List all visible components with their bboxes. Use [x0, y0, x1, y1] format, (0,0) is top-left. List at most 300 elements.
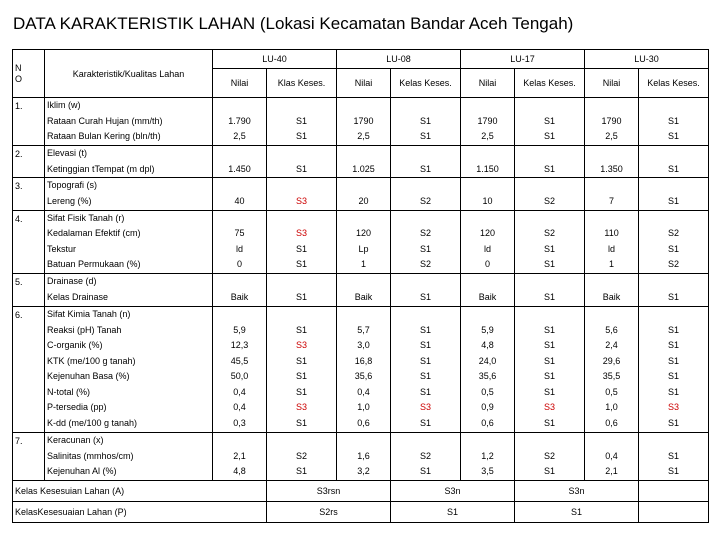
value-cell	[461, 210, 515, 274]
summary-class: S1	[391, 502, 515, 523]
class-cell	[391, 146, 461, 178]
value-cell	[461, 146, 515, 178]
class-text: S1	[668, 324, 680, 335]
value-cell	[461, 98, 515, 146]
value-text	[587, 146, 636, 162]
section-number	[13, 432, 45, 480]
value-text: Baik	[354, 291, 373, 302]
characteristic-label: Salinitas (mmhos/cm)	[47, 450, 134, 461]
class-text	[641, 178, 706, 194]
class-text: S1	[544, 386, 556, 397]
class-text	[641, 307, 706, 323]
value-text: 2,1	[233, 450, 246, 461]
class-cell	[267, 274, 337, 306]
class-text	[517, 146, 582, 162]
class-cell	[391, 306, 461, 432]
value-text: 0,6	[357, 417, 370, 428]
value-text: 5,9	[481, 324, 494, 335]
value-text: 16,8	[354, 355, 373, 366]
section-labels	[45, 432, 213, 480]
table-row	[13, 98, 709, 146]
class-text: S1	[668, 371, 680, 382]
characteristic-label: Keracunan (x)	[47, 435, 104, 446]
class-text: S1	[296, 417, 308, 428]
class-cell	[267, 210, 337, 274]
class-text	[517, 433, 582, 449]
summary-class: S1	[515, 502, 639, 523]
value-text: 4,8	[481, 340, 494, 351]
class-cell	[515, 98, 585, 146]
value-text: Baik	[478, 291, 497, 302]
class-text: S1	[420, 355, 432, 366]
table-row	[13, 210, 709, 274]
characteristic-label: Sifat Fisik Tanah (r)	[47, 212, 125, 223]
value-text: 0,4	[233, 402, 246, 413]
value-cell	[213, 274, 267, 306]
value-text: 1790	[353, 115, 374, 126]
value-text: ld	[608, 243, 616, 254]
class-text	[517, 274, 582, 290]
value-cell	[337, 146, 391, 178]
section-number	[13, 274, 45, 306]
value-text: 1,0	[357, 402, 370, 413]
value-cell	[585, 274, 639, 306]
section-number-label: 6.	[15, 309, 23, 320]
class-text: S1	[420, 466, 432, 477]
value-text: 7	[609, 195, 615, 206]
class-text: S1	[544, 259, 556, 270]
value-text: 0,9	[481, 402, 494, 413]
value-text: 50,0	[230, 371, 249, 382]
value-text	[339, 98, 388, 114]
header-characteristic-label: Karakteristik/Kualitas Lahan	[72, 68, 185, 79]
characteristic-label: Reaksi (pH) Tanah	[47, 324, 122, 335]
class-text: S2	[668, 259, 680, 270]
value-text: 1.150	[476, 163, 499, 174]
value-text: 3,2	[357, 466, 370, 477]
value-text: 45,5	[230, 355, 249, 366]
header-group-lu40: LU-40	[213, 50, 337, 69]
value-text: 2,5	[605, 131, 618, 142]
class-cell	[639, 432, 709, 480]
class-text: S1	[544, 371, 556, 382]
table-row	[13, 178, 709, 210]
class-text: S2	[544, 228, 556, 239]
value-text: 0	[485, 259, 491, 270]
class-text: S1	[420, 243, 432, 254]
value-text: 75	[234, 228, 245, 239]
class-text: S1	[544, 355, 556, 366]
value-cell	[213, 210, 267, 274]
value-text	[215, 146, 264, 162]
class-cell	[391, 178, 461, 210]
value-text	[339, 307, 388, 323]
summary-blank	[639, 481, 709, 502]
characteristic-label: Kedalaman Efektif (cm)	[47, 228, 141, 239]
header-nilai: Nilai	[337, 69, 391, 98]
value-text	[339, 146, 388, 162]
value-text	[339, 433, 388, 449]
value-text	[587, 307, 636, 323]
header-kelas: Kelas Keses.	[391, 69, 461, 98]
header-no-label: N O	[15, 62, 23, 84]
class-text: S2	[668, 228, 680, 239]
value-text	[587, 433, 636, 449]
class-text: S3	[668, 402, 680, 413]
class-cell	[391, 432, 461, 480]
value-text: 1,0	[605, 402, 618, 413]
characteristic-label: Ketinggian tTempat (m dpl)	[47, 163, 155, 174]
value-text: 20	[358, 195, 369, 206]
class-text: S1	[296, 324, 308, 335]
characteristic-label: Elevasi (t)	[47, 148, 88, 159]
value-text: 1.790	[228, 115, 251, 126]
class-text: S3	[296, 340, 308, 351]
characteristic-label: KTK (me/100 g tanah)	[47, 355, 136, 366]
value-text	[463, 211, 512, 227]
value-text: 3,5	[481, 466, 494, 477]
class-text: S1	[296, 355, 308, 366]
value-text: 0,3	[233, 417, 246, 428]
characteristic-label: Batuan Permukaan (%)	[47, 259, 141, 270]
value-text: 1	[361, 259, 367, 270]
value-text	[463, 307, 512, 323]
class-text	[641, 274, 706, 290]
value-cell	[337, 274, 391, 306]
class-text: S2	[544, 195, 556, 206]
value-cell	[337, 306, 391, 432]
value-cell	[461, 432, 515, 480]
value-text: 110	[604, 228, 619, 239]
header-row-groups	[13, 50, 709, 69]
class-text: S1	[296, 115, 308, 126]
class-text: S1	[544, 243, 556, 254]
value-text: Lp	[358, 243, 369, 254]
section-labels	[45, 210, 213, 274]
summary-blank	[639, 502, 709, 523]
class-text: S1	[420, 340, 432, 351]
value-text: 1	[609, 259, 615, 270]
value-cell	[213, 432, 267, 480]
value-text	[215, 211, 264, 227]
class-text: S2	[420, 195, 432, 206]
class-text	[393, 146, 458, 162]
section-number	[13, 178, 45, 210]
value-cell	[461, 306, 515, 432]
value-text	[463, 274, 512, 290]
class-cell	[267, 98, 337, 146]
value-text: 24,0	[478, 355, 497, 366]
characteristic-label: C-organik (%)	[47, 340, 103, 351]
class-text	[517, 98, 582, 114]
class-cell	[267, 306, 337, 432]
class-text: S1	[296, 243, 308, 254]
table-row	[13, 274, 709, 306]
class-text: S3	[544, 402, 556, 413]
class-text: S2	[544, 450, 556, 461]
value-text: 1.450	[228, 163, 251, 174]
value-text: 10	[482, 195, 493, 206]
characteristic-label: Drainase (d)	[47, 276, 97, 287]
value-text: 120	[356, 228, 372, 239]
class-text: S2	[296, 450, 308, 461]
header-kelas: Kelas Keses.	[515, 69, 585, 98]
class-text	[269, 211, 334, 227]
section-number-label: 3.	[15, 181, 23, 192]
class-text: S1	[668, 466, 680, 477]
class-text	[269, 433, 334, 449]
value-text	[215, 433, 264, 449]
value-text	[215, 274, 264, 290]
class-text: S1	[668, 115, 680, 126]
value-cell	[585, 210, 639, 274]
value-cell	[213, 178, 267, 210]
class-text: S1	[668, 243, 680, 254]
class-text: S1	[420, 131, 432, 142]
table-body	[13, 98, 709, 523]
header-group-lu08: LU-08	[337, 50, 461, 69]
value-text: 1.350	[600, 163, 623, 174]
value-cell	[337, 98, 391, 146]
class-text	[269, 178, 334, 194]
value-text: Baik	[602, 291, 621, 302]
class-text: S1	[668, 417, 680, 428]
value-cell	[585, 432, 639, 480]
section-number	[13, 146, 45, 178]
class-cell	[639, 210, 709, 274]
value-text: 0,4	[605, 450, 618, 461]
value-text	[587, 211, 636, 227]
class-text	[641, 98, 706, 114]
value-text: 35,5	[602, 371, 621, 382]
class-cell	[639, 146, 709, 178]
value-text: 0,6	[481, 417, 494, 428]
class-text: S1	[420, 417, 432, 428]
class-text: S1	[668, 163, 680, 174]
value-text: 40	[234, 195, 245, 206]
value-text	[215, 178, 264, 194]
class-cell	[391, 98, 461, 146]
class-text: S1	[420, 324, 432, 335]
value-text: 29,6	[602, 355, 621, 366]
value-text: 5,7	[357, 324, 370, 335]
class-text	[269, 146, 334, 162]
value-text: 1.025	[352, 163, 375, 174]
class-cell	[515, 274, 585, 306]
value-text: 2,5	[481, 131, 494, 142]
class-text: S1	[544, 115, 556, 126]
section-labels	[45, 274, 213, 306]
characteristic-label: Kejenuhan Al (%)	[47, 466, 117, 477]
value-text: 1790	[601, 115, 622, 126]
characteristic-label: Sifat Kimia Tanah (n)	[47, 309, 131, 320]
header-nilai: Nilai	[213, 69, 267, 98]
value-text: 0,4	[357, 386, 370, 397]
class-cell	[267, 432, 337, 480]
characteristic-label: P-tersedia (pp)	[47, 402, 107, 413]
class-text: S1	[668, 355, 680, 366]
value-cell	[585, 306, 639, 432]
value-text	[339, 274, 388, 290]
class-text	[641, 433, 706, 449]
value-text	[215, 98, 264, 114]
table-row	[13, 432, 709, 480]
class-text: S1	[544, 466, 556, 477]
characteristic-label: Kelas Drainase	[47, 291, 109, 302]
summary-class: S3n	[391, 481, 515, 502]
header-kelas: Klas Keses.	[267, 69, 337, 98]
characteristic-label: Topografi (s)	[47, 180, 98, 191]
page-title: DATA KARAKTERISTIK LAHAN (Lokasi Kecamatan Bandar Aceh Tengah)	[13, 14, 574, 33]
value-cell	[585, 178, 639, 210]
table-row	[13, 306, 709, 432]
class-text: S1	[296, 386, 308, 397]
value-text	[463, 146, 512, 162]
class-cell	[515, 432, 585, 480]
value-text: 4,8	[233, 466, 246, 477]
class-text: S2	[420, 259, 432, 270]
section-labels	[45, 178, 213, 210]
class-text	[269, 98, 334, 114]
value-text: 0,5	[481, 386, 494, 397]
table-row	[13, 146, 709, 178]
value-cell	[337, 210, 391, 274]
value-text: 1,2	[481, 450, 494, 461]
section-number-label: 7.	[15, 435, 23, 446]
class-text: S2	[420, 450, 432, 461]
section-number-label: 5.	[15, 277, 23, 288]
value-text: 2,1	[605, 466, 618, 477]
section-number	[13, 210, 45, 274]
value-text: 0,6	[605, 417, 618, 428]
value-cell	[585, 146, 639, 178]
header-group-lu30: LU-30	[585, 50, 709, 69]
value-cell	[213, 146, 267, 178]
section-number-label: 2.	[15, 149, 23, 159]
class-cell	[515, 146, 585, 178]
header-nilai: Nilai	[461, 69, 515, 98]
value-text	[463, 178, 512, 194]
value-text: 120	[480, 228, 496, 239]
class-cell	[639, 306, 709, 432]
class-cell	[515, 306, 585, 432]
summary-class: S3n	[515, 481, 639, 502]
value-cell	[585, 98, 639, 146]
class-text: S3	[296, 228, 308, 239]
value-cell	[461, 274, 515, 306]
value-text: 12,3	[230, 340, 249, 351]
class-cell	[267, 146, 337, 178]
class-text	[393, 211, 458, 227]
class-cell	[639, 178, 709, 210]
class-text: S1	[668, 195, 680, 206]
summary-row	[13, 481, 709, 502]
characteristic-label: Rataan Curah Hujan (mm/th)	[47, 115, 163, 126]
characteristic-label: K-dd (me/100 g tanah)	[47, 417, 138, 428]
characteristic-label: Kejenuhan Basa (%)	[47, 371, 130, 382]
class-text	[517, 211, 582, 227]
class-cell	[639, 98, 709, 146]
class-cell	[391, 210, 461, 274]
value-text	[463, 98, 512, 114]
class-text	[393, 178, 458, 194]
value-text	[587, 274, 636, 290]
class-text: S1	[544, 131, 556, 142]
value-text: 5,9	[233, 324, 246, 335]
class-text: S1	[544, 324, 556, 335]
section-labels	[45, 98, 213, 146]
class-text: S3	[296, 195, 308, 206]
characteristic-label: Iklim (w)	[47, 100, 81, 111]
class-text: S1	[296, 163, 308, 174]
characteristic-label: Rataan Bulan Kering (bln/th)	[47, 131, 161, 142]
section-number	[13, 306, 45, 432]
class-text	[517, 307, 582, 323]
class-text	[517, 178, 582, 194]
class-text: S1	[668, 291, 680, 302]
class-cell	[639, 274, 709, 306]
class-text: S1	[420, 386, 432, 397]
value-cell	[337, 432, 391, 480]
class-text: S1	[668, 340, 680, 351]
class-text: S1	[420, 371, 432, 382]
value-text: ld	[484, 243, 492, 254]
class-text: S1	[668, 450, 680, 461]
section-number-label: 4.	[15, 213, 23, 224]
class-text: S1	[296, 371, 308, 382]
class-text: S1	[668, 131, 680, 142]
value-text: 2,5	[357, 131, 370, 142]
class-text: S1	[296, 466, 308, 477]
value-text: 0,4	[233, 386, 246, 397]
class-text	[393, 433, 458, 449]
class-text	[269, 274, 334, 290]
class-text: S1	[544, 291, 556, 302]
section-number-label: 1.	[15, 101, 23, 111]
class-text: S1	[544, 163, 556, 174]
class-cell	[391, 274, 461, 306]
value-text	[587, 98, 636, 114]
class-cell	[267, 178, 337, 210]
class-text: S3	[296, 402, 308, 413]
class-text: S1	[420, 291, 432, 302]
summary-label: KelasKesesuaian Lahan (P)	[13, 502, 267, 523]
class-text	[269, 307, 334, 323]
class-text	[393, 274, 458, 290]
class-text	[641, 211, 706, 227]
section-number	[13, 98, 45, 146]
class-text	[393, 98, 458, 114]
header-kelas: Kelas Keses.	[639, 69, 709, 98]
value-text: ld	[235, 243, 243, 254]
value-text: 35,6	[478, 371, 497, 382]
header-group-lu17: LU-17	[461, 50, 585, 69]
summary-label: Kelas Kesesuian Lahan (A)	[13, 481, 267, 502]
class-text	[641, 146, 706, 162]
class-text: S1	[296, 259, 308, 270]
value-text: 3,0	[357, 340, 370, 351]
value-text: 0,5	[605, 386, 618, 397]
summary-class: S2rs	[267, 502, 391, 523]
class-text: S1	[296, 131, 308, 142]
value-text: 1,6	[357, 450, 370, 461]
value-text: 5,6	[605, 324, 618, 335]
header-no	[13, 50, 45, 98]
value-text: 2,5	[233, 131, 246, 142]
value-text	[339, 178, 388, 194]
value-cell	[337, 178, 391, 210]
class-text: S1	[420, 115, 432, 126]
